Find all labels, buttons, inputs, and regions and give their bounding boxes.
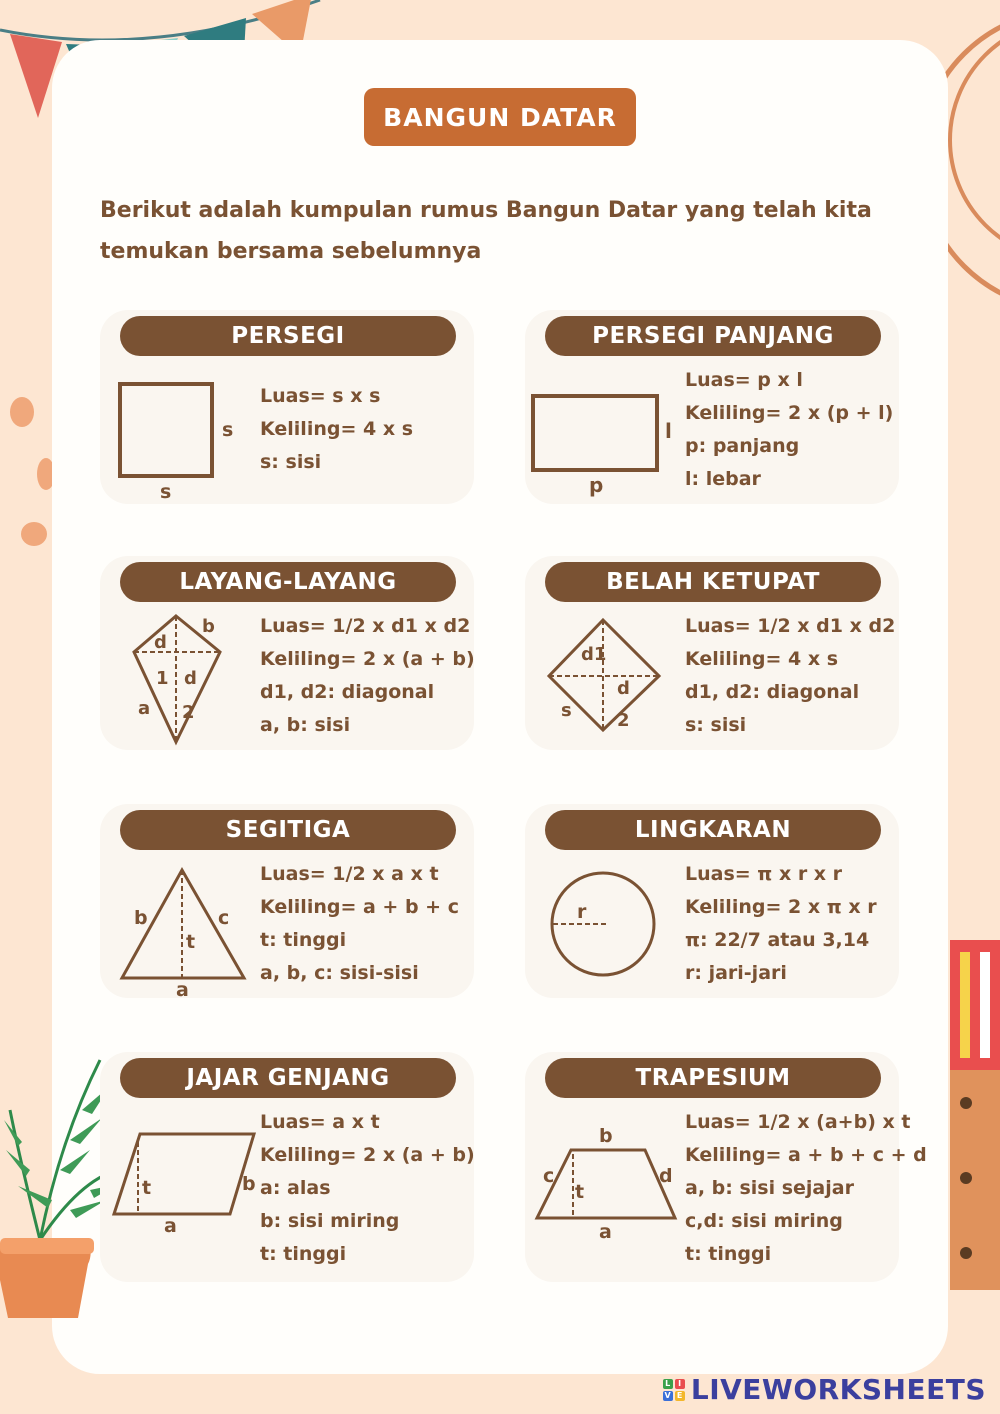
formula-list [260,610,475,742]
card-belah-ketupat [525,556,899,750]
formula-line: a, b: sisi [260,714,351,736]
card-persegi-panjang [525,310,899,504]
shape-title: LAYANG-LAYANG [120,562,456,602]
formula-line: Keliling= 2 x (p + l) [685,402,894,424]
label-b: b [134,907,148,929]
formula-line: r: jari-jari [685,962,787,984]
formula-list [685,610,895,742]
card-layang-layang [100,556,474,750]
formula-line: a, b, c: sisi-sisi [260,962,419,984]
page-title: BANGUN DATAR [364,88,636,146]
label-t: t [142,1177,152,1199]
formula-list [685,1106,927,1271]
label-b: b [599,1125,613,1147]
formula-line: a: alas [260,1177,331,1199]
formula-line: s: sisi [685,714,747,736]
formula-line: s: sisi [260,451,322,473]
formula-line: Luas= 1/2 x a x t [260,863,439,885]
label-t: t [575,1181,585,1203]
shape-title: JAJAR GENJANG [120,1058,456,1098]
label-d1: d [154,632,167,653]
label-b: b [202,616,215,637]
label-s: s [561,700,572,721]
formula-line: c,d: sisi miring [685,1210,843,1232]
formula-line: Luas= 1/2 x d1 x d2 [260,615,471,637]
label-side-s: s [222,419,234,441]
label-d2: d [617,678,630,699]
label-a: a [176,979,189,1001]
formula-line: Luas= p x l [685,369,803,391]
circle-diagram [531,854,681,994]
kite-diagram [106,606,256,746]
formula-line: Luas= 1/2 x (a+b) x t [685,1111,911,1133]
label-panjang: p [589,473,604,497]
label-a: a [164,1215,177,1237]
formula-line: b: sisi miring [260,1210,400,1232]
shape-title: PERSEGI PANJANG [545,316,881,356]
shelf-decoration [950,940,1000,1290]
label-t: t [186,931,196,953]
label-d1: d1 [581,644,607,665]
label-2: 2 [182,702,195,723]
formula-list [260,1106,475,1271]
label-d2: d [184,668,197,689]
card-persegi [100,310,474,504]
formula-line: Keliling= a + b + c [260,896,459,918]
formula-line: d1, d2: diagonal [685,681,860,703]
formula-list [260,858,459,990]
shape-title: PERSEGI [120,316,456,356]
formula-line: t: tinggi [260,929,347,951]
trapezoid-diagram [531,1102,691,1242]
liveworksheets-logo[interactable] [663,1373,986,1406]
rectangle-diagram [531,360,681,500]
intro-text: Berikut adalah kumpulan rumus Bangun Datar yang telah kita temukan bersama sebelumnya [100,198,872,264]
triangle-diagram [106,854,256,1004]
formula-line: t: tinggi [260,1243,347,1265]
label-b: b [242,1173,256,1195]
card-jajar-genjang [100,1052,474,1282]
formula-line: Keliling= 4 x s [260,418,414,440]
formula-line: d1, d2: diagonal [260,681,435,703]
shape-title: LINGKARAN [545,810,881,850]
formula-line: π: 22/7 atau 3,14 [685,929,870,951]
label-1: 1 [156,668,169,689]
formula-line: Luas= π x r x r [685,863,843,885]
formula-line: Keliling= 2 x π x r [685,896,877,918]
liveworksheets-logo-icon: L I V E [663,1379,685,1401]
card-lingkaran [525,804,899,998]
formula-line: Keliling= 4 x s [685,648,839,670]
card-trapesium [525,1052,927,1282]
dots-decoration [0,390,60,560]
label-side-s: s [160,481,172,500]
parallelogram-diagram [106,1102,266,1242]
formula-line: l: lebar [685,468,761,490]
formula-line: a, b: sisi sejajar [685,1177,854,1199]
label-d: d [659,1165,673,1187]
shape-title: TRAPESIUM [545,1058,881,1098]
shape-title: SEGITIGA [120,810,456,850]
label-2: 2 [617,710,630,731]
formula-list [260,380,413,479]
formula-line: Keliling= 2 x (a + b) [260,1144,475,1166]
label-lebar: l [665,419,672,443]
rhombus-diagram [531,606,681,746]
formula-line: p: panjang [685,435,800,457]
formula-line: Luas= a x t [260,1111,380,1133]
label-r: r [577,901,587,923]
formula-list [685,858,877,990]
formula-line: Luas= s x s [260,385,381,407]
formula-list [685,364,893,496]
card-segitiga [100,804,474,1001]
shape-title: BELAH KETUPAT [545,562,881,602]
formula-line: Luas= 1/2 x d1 x d2 [685,615,896,637]
square-diagram [106,360,256,500]
label-a: a [138,698,151,719]
label-c: c [218,907,230,929]
label-a: a [599,1221,612,1242]
label-c: c [543,1165,555,1187]
formula-line: t: tinggi [685,1243,772,1265]
formula-line: Keliling= 2 x (a + b) [260,648,475,670]
formula-line: Keliling= a + b + c + d [685,1144,927,1166]
liveworksheets-logo-text: LIVEWORKSHEETS [690,1373,986,1406]
